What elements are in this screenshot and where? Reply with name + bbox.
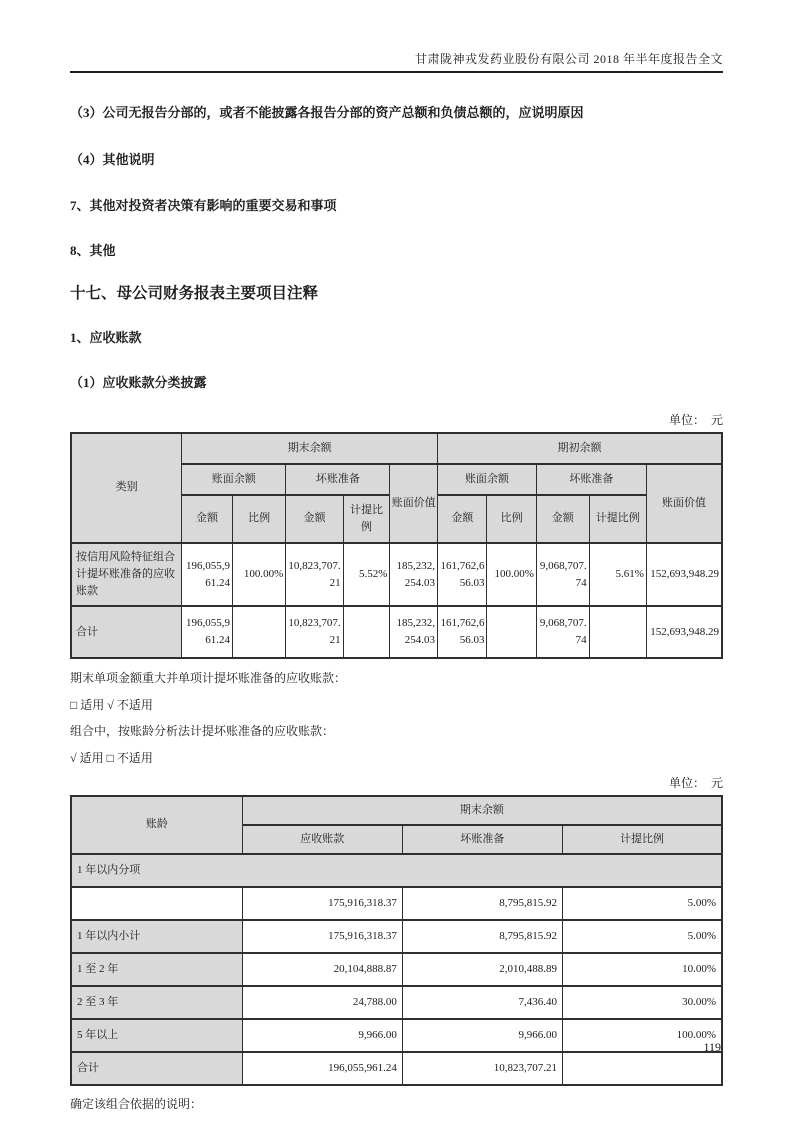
table2-row-label: 合计 [71,1052,242,1085]
table1-cell: 196,055,961.24 [182,606,233,658]
table2-header-period-end: 期末余额 [242,796,722,825]
table2-data-row [71,953,722,986]
heading-chapter17: 十七、母公司财务报表主要项目注释 [70,284,319,302]
table1-data-row-credit-risk-group [71,543,722,606]
table1-cell [487,606,536,658]
table1-cell: 152,693,948.29 [646,543,722,606]
table1-header-amount-2: 金额 [286,495,343,543]
table2-cell: 196,055,961.24 [242,1052,402,1085]
doc-header: 甘肃陇神戎发药业股份有限公司 2018 年半年度报告全文 [70,0,723,73]
heading-item3: （3）公司无报告分部的，或者不能披露各报告分部的资产总额和负债总额的，应说明原因 [70,105,584,120]
table2-header-provision-ratio: 计提比例 [562,825,722,854]
table1-cell [232,606,285,658]
page-number: 119 [703,1040,721,1054]
table2-data-row [71,1019,722,1052]
table1-header-book-balance-end: 账面余额 [182,464,286,495]
table2-cell: 2,010,488.89 [402,953,562,986]
table1-header-bad-debt-end: 坏账准备 [286,464,390,495]
table1-header-amount-4: 金额 [536,495,589,543]
table2-cell: 8,795,815.92 [402,887,562,920]
table2-data-row [71,986,722,1019]
table2-data-row [71,920,722,953]
table1-header-amount-3: 金额 [437,495,486,543]
heading-item4: （4）其他说明 [70,152,155,168]
table1-cell [343,606,390,658]
table1-header-provision-ratio-1: 计提比例 [343,495,390,543]
table2-cell: 30.00% [562,986,722,1019]
table1-header-bad-debt-begin: 坏账准备 [536,464,646,495]
table2-row-label: 5 年以上 [71,1019,242,1052]
note-individually-significant: 期末单项金额重大并单项计提坏账准备的应收账款： [70,671,347,686]
table2-cell: 5.00% [562,920,722,953]
table1-header-book-value-end: 账面价值 [390,464,438,543]
heading-item8: 8、其他 [70,242,116,258]
table2-cell: 10.00% [562,953,722,986]
table1-cell: 185,232,254.03 [390,543,438,606]
table2-group-label: 1 年以内分项 [71,854,722,887]
table2-row-label [71,887,242,920]
table2-cell: 8,795,815.92 [402,920,562,953]
table1-cell: 9,068,707.74 [536,606,589,658]
table1-header-book-value-begin: 账面价值 [646,464,722,543]
table1-cell: 196,055,961.24 [182,543,233,606]
table2-cell: 7,436.40 [402,986,562,1019]
table2-row-label: 1 至 2 年 [71,953,242,986]
heading-item7: 7、其他对投资者决策有影响的重要交易和事项 [70,198,337,214]
table1-header-period-begin: 期初余额 [437,433,722,464]
table2-cell [562,1052,722,1085]
table2-row-label: 2 至 3 年 [71,986,242,1019]
table2-header-row-1 [71,796,722,825]
note-check-1: □ 适用 √ 不适用 [70,697,153,712]
receivables-classification-table [70,432,723,659]
table1-cell: 161,762,656.03 [437,543,486,606]
heading-sec1-1: （1）应收账款分类披露 [70,374,207,390]
table2-cell: 9,966.00 [242,1019,402,1052]
table1-cell: 152,693,948.29 [646,606,722,658]
table1-cell: 185,232,254.03 [390,606,438,658]
table1-header-amount-1: 金额 [182,495,233,543]
note-aging-method: 组合中，按账龄分析法计提坏账准备的应收账款： [70,724,335,739]
table1-row-label: 合计 [71,606,182,658]
table1-cell: 10,823,707.21 [286,606,343,658]
table1-cell: 161,762,656.03 [437,606,486,658]
table2-cell: 5.00% [562,887,722,920]
table2-data-row [71,887,722,920]
table2-cell: 175,916,318.37 [242,887,402,920]
table1-header-category: 类别 [71,433,182,543]
table1-header-provision-ratio-2: 计提比例 [589,495,646,543]
table2-data-row-total [71,1052,722,1085]
table1-header-ratio-1: 比例 [232,495,285,543]
table2-header-aging: 账龄 [71,796,242,854]
table1-cell: 9,068,707.74 [536,543,589,606]
note-group-basis: 确定该组合依据的说明： [70,1097,203,1112]
table1-cell: 100.00% [232,543,285,606]
table1-header-book-balance-begin: 账面余额 [437,464,536,495]
table2-group-row [71,854,722,887]
table2-cell: 175,916,318.37 [242,920,402,953]
table1-cell: 100.00% [487,543,536,606]
table1-row-label: 按信用风险特征组合计提坏账准备的应收账款 [71,543,182,606]
table2-cell: 100.00% [562,1019,722,1052]
table1-cell [589,606,646,658]
table1-cell: 10,823,707.21 [286,543,343,606]
unit-label-table2: 单位： 元 [668,775,723,790]
table2-row-label: 1 年以内小计 [71,920,242,953]
table1-header-row-1 [71,433,722,464]
table1-cell: 5.52% [343,543,390,606]
note-check-2: √ 适用 □ 不适用 [70,751,153,766]
table2-cell: 24,788.00 [242,986,402,1019]
aging-analysis-table [70,795,723,1086]
table2-header-bad-debt: 坏账准备 [402,825,562,854]
heading-sec1: 1、应收账款 [70,330,142,346]
table2-cell: 9,966.00 [402,1019,562,1052]
table2-cell: 20,104,888.87 [242,953,402,986]
table2-cell: 10,823,707.21 [402,1052,562,1085]
table1-header-ratio-2: 比例 [487,495,536,543]
table1-data-row-total [71,606,722,658]
table1-cell: 5.61% [589,543,646,606]
unit-label-table1: 单位： 元 [668,412,723,427]
table2-header-receivable: 应收账款 [242,825,402,854]
table1-header-period-end: 期末余额 [182,433,438,464]
